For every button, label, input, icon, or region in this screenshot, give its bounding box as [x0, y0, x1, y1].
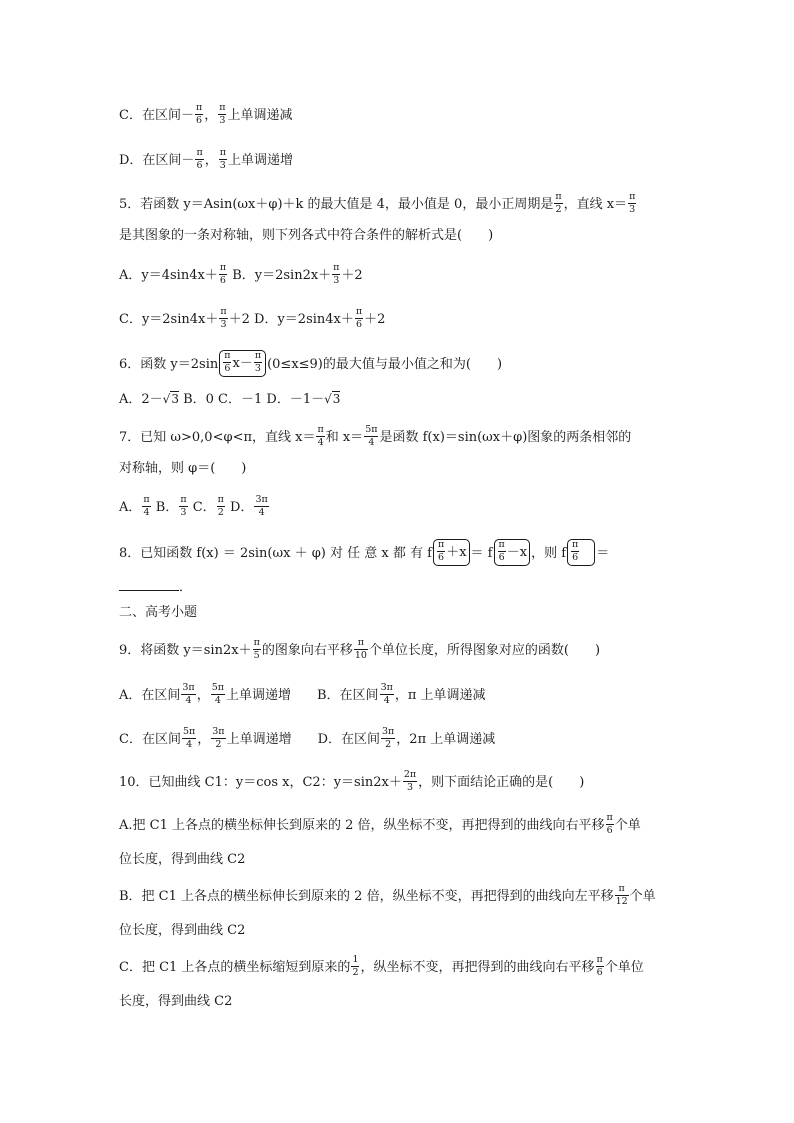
option-text: ＋2: [364, 312, 386, 327]
fraction: [437, 539, 445, 564]
fraction: [219, 262, 227, 287]
numerator: π: [606, 812, 613, 823]
option-text: ，2π 上单调递减: [396, 732, 496, 747]
denominator: 4: [368, 437, 375, 448]
numerator: π: [180, 494, 187, 505]
fraction: [351, 954, 359, 979]
fraction: [355, 306, 363, 331]
stem-text: －x: [506, 545, 528, 560]
stem-text: 10．已知曲线 C1：y＝cos x，C2：y＝sin2x＋: [119, 775, 402, 790]
option-text: C．y＝2sin4x＋: [119, 312, 219, 327]
numerator: π: [217, 494, 224, 505]
option-text: B．: [151, 500, 179, 515]
q7-stem-line1: [119, 425, 631, 450]
denominator: 12: [615, 896, 628, 907]
stem-text: ，则 f: [531, 546, 567, 561]
option-text: 上单调递增 D．在区间: [226, 732, 380, 747]
option-text: D．: [225, 500, 254, 515]
option-text: ，: [197, 732, 211, 747]
option-text: B．y＝2sin2x＋: [228, 268, 332, 283]
denominator: 3: [629, 204, 636, 215]
stem-text: ＝ f: [470, 546, 493, 561]
fraction: [179, 494, 187, 519]
denominator: 4: [258, 507, 265, 518]
denominator: 6: [596, 967, 603, 978]
q9-options-ab: [119, 683, 486, 708]
q7-stem-line2: 对称轴，则 φ＝( ): [119, 461, 247, 476]
fraction: [142, 494, 150, 519]
stem-text: ，直线 x＝: [563, 197, 628, 212]
option-text: ，π 上单调递减: [394, 688, 486, 703]
stem-text: 是函数 f(x)＝sin(ωx＋φ)图象的两条相邻的: [379, 430, 632, 445]
fraction: [380, 682, 394, 707]
denominator: 3: [180, 507, 187, 518]
option-text: ，: [204, 153, 218, 168]
q10-option-c-line1: [119, 955, 644, 980]
fraction: [498, 539, 506, 564]
stem-text: 个单位长度，所得图象对应的函数( ): [368, 643, 601, 658]
stem-text: ，则下面结论正确的是( ): [418, 775, 585, 790]
fraction: [218, 102, 226, 127]
fraction: [364, 424, 378, 449]
fraction: [254, 350, 262, 375]
radicand: 3: [171, 392, 179, 406]
sqrt: √3: [324, 392, 341, 406]
fraction: [381, 726, 395, 751]
stem-text: ．: [179, 580, 193, 595]
fraction: [596, 954, 604, 979]
option-text: ，: [204, 108, 218, 123]
numerator: 3π: [182, 682, 195, 693]
denominator: 10: [354, 650, 367, 661]
q10-option-b-line2: 位长度，得到曲线 C2: [119, 923, 246, 938]
fraction: [403, 769, 417, 794]
option-text: B．把 C1 上各点的横坐标伸长到原来的 2 倍，纵坐标不变，再把得到的曲线向左平移: [119, 889, 614, 904]
q5-stem-line2: 是其图象的一条对称轴，则下列各式中符合条件的解析式是( ): [119, 228, 494, 243]
q5-options-ab: [119, 263, 363, 288]
fraction: [571, 539, 579, 564]
denominator: 6: [219, 275, 226, 286]
numerator: π: [615, 883, 629, 896]
numerator: π: [354, 637, 368, 650]
stem-text: 和 x＝: [325, 430, 364, 445]
numerator: π: [317, 424, 324, 435]
denominator: 4: [185, 695, 192, 706]
q8-stem-line1: [119, 540, 609, 567]
numerator: 3π: [382, 726, 395, 737]
fraction: [182, 726, 196, 751]
denominator: 3: [254, 363, 261, 374]
denominator: 2: [385, 739, 392, 750]
numerator: 2π: [403, 769, 417, 780]
option-text: ＋2 D．y＝2sin4x＋: [228, 312, 354, 327]
q10-option-a-line2: 位长度，得到曲线 C2: [119, 852, 246, 867]
fraction: [332, 262, 340, 287]
fraction: [354, 637, 368, 662]
stem-text: (0≤x≤9)的最大值与最小值之和为( ): [267, 357, 503, 372]
radicand: 3: [332, 392, 341, 406]
denominator: 2: [352, 967, 359, 978]
numerator: π: [629, 191, 636, 202]
fraction: [181, 682, 195, 707]
denominator: 6: [224, 363, 231, 374]
q4-option-c: [119, 103, 292, 128]
denominator: 2: [555, 204, 562, 215]
option-text: A．在区间: [119, 688, 181, 703]
option-text: 上单调递增 B．在区间: [226, 688, 379, 703]
option-text: 上单调递减: [227, 108, 293, 123]
denominator: 3: [220, 319, 227, 330]
stem-text: 6．函数 y＝2sin: [119, 357, 219, 372]
denominator: 2: [217, 507, 224, 518]
fraction: [253, 637, 261, 662]
denominator: 6: [606, 825, 613, 836]
numerator: π: [220, 306, 227, 317]
q5-stem-line1: [119, 192, 637, 217]
fraction: [254, 494, 268, 519]
denominator: 5: [253, 650, 260, 661]
denominator: 3: [406, 782, 414, 793]
stem-text: 5．若函数 y＝Asin(ωx＋φ)＋k 的最大值是 4，最小值是 0，最小正周期是: [119, 197, 554, 212]
q6-options: [119, 389, 340, 410]
numerator: 3π: [212, 726, 225, 737]
numerator: π: [596, 954, 603, 965]
stem-text: 8．已知函数 f(x) ＝ 2sin(ωx ＋ φ) 对 任 意 x 都 有 f: [119, 546, 432, 561]
denominator: 3: [219, 115, 226, 126]
numerator: π: [355, 306, 363, 317]
numerator: π: [555, 191, 562, 202]
stem-text: ＋x: [446, 545, 467, 560]
numerator: π: [219, 102, 226, 113]
numerator: 1: [352, 954, 359, 965]
fraction: [219, 306, 227, 331]
option-text: 个单: [629, 889, 656, 904]
denominator: 4: [317, 437, 324, 448]
denominator: 4: [383, 695, 390, 706]
numerator: 5π: [365, 424, 378, 435]
parenthesis-group: [433, 539, 470, 566]
numerator: 3π: [255, 494, 268, 505]
numerator: π: [196, 147, 203, 158]
numerator: π: [572, 539, 579, 550]
fraction: [628, 191, 636, 216]
fraction: [223, 350, 231, 375]
parenthesis-group: [567, 539, 595, 566]
q10-stem: [119, 770, 584, 795]
q6-stem: [119, 351, 502, 378]
q10-option-c-line2: 长度，得到曲线 C2: [119, 994, 233, 1009]
option-text: ，: [196, 688, 210, 703]
fraction: [217, 494, 225, 519]
stem-text: 的图象向右平移: [261, 643, 353, 658]
stem-text: 9．将函数 y＝sin2x＋: [119, 643, 252, 658]
denominator: 6: [498, 552, 505, 563]
option-text: A．: [119, 500, 142, 515]
fraction: [195, 102, 203, 127]
numerator: π: [195, 102, 203, 113]
denominator: 4: [143, 507, 150, 518]
q10-option-a-line1: [119, 813, 641, 838]
option-text: B．0 C．－1 D．－1－: [178, 392, 325, 407]
denominator: 4: [214, 695, 221, 706]
option-text: 个单: [614, 818, 641, 833]
numerator: π: [219, 147, 226, 158]
fraction: [219, 147, 227, 172]
numerator: π: [333, 262, 340, 273]
fraction: [195, 147, 203, 172]
fraction: [606, 812, 614, 837]
q7-options: [119, 495, 270, 520]
option-text: C．在区间－: [119, 108, 194, 123]
q9-options-cd: [119, 727, 495, 752]
stem-text: x－: [232, 356, 253, 371]
stem-text: ＝: [596, 546, 610, 561]
denominator: 6: [572, 552, 579, 563]
option-text: C．把 C1 上各点的横坐标缩短到原来的: [119, 960, 351, 975]
denominator: 6: [196, 160, 203, 171]
option-text: 个单位: [604, 960, 644, 975]
numerator: π: [143, 494, 150, 505]
q10-option-b-line1: [119, 884, 656, 909]
section-heading: 二、高考小题: [119, 605, 198, 620]
sqrt: √3: [162, 392, 179, 406]
fraction: [316, 424, 324, 449]
numerator: π: [498, 539, 505, 550]
parenthesis-group: [494, 539, 531, 566]
denominator: 4: [186, 739, 193, 750]
option-text: A.把 C1 上各点的横坐标伸长到原来的 2 倍，纵坐标不变，再把得到的曲线向右平移: [119, 818, 605, 833]
denominator: 2: [215, 739, 222, 750]
q9-stem: [119, 638, 600, 663]
fraction: [615, 883, 629, 908]
option-text: C．: [188, 500, 216, 515]
fraction: [211, 726, 225, 751]
q4-option-d: [119, 148, 293, 173]
option-text: A．2－: [119, 392, 163, 407]
q5-options-cd: [119, 307, 385, 332]
denominator: 6: [196, 115, 203, 126]
option-text: A．y＝4sin4x＋: [119, 268, 218, 283]
numerator: π: [254, 350, 262, 361]
denominator: 3: [333, 275, 340, 286]
option-text: 上单调递增: [227, 153, 293, 168]
numerator: π: [224, 350, 231, 361]
option-text: D．在区间－: [119, 153, 195, 168]
option-text: ＋2: [341, 268, 363, 283]
answer-blank[interactable]: [119, 576, 179, 591]
fraction: [554, 191, 562, 216]
numerator: π: [219, 262, 227, 273]
q8-stem-line2: [119, 576, 192, 598]
denominator: 3: [219, 160, 226, 171]
option-text: ，纵坐标不变，再把得到的曲线向右平移: [360, 960, 595, 975]
option-text: C．在区间: [119, 732, 181, 747]
numerator: π: [437, 539, 445, 550]
parenthesis-group: [219, 350, 266, 377]
denominator: 6: [355, 319, 363, 330]
stem-text: 7．已知 ω>0,0<φ<π，直线 x＝: [119, 430, 316, 445]
numerator: 3π: [380, 682, 393, 693]
numerator: π: [253, 637, 260, 648]
fraction: [211, 682, 225, 707]
numerator: 5π: [182, 726, 196, 737]
numerator: 5π: [211, 682, 224, 693]
denominator: 6: [438, 552, 445, 563]
